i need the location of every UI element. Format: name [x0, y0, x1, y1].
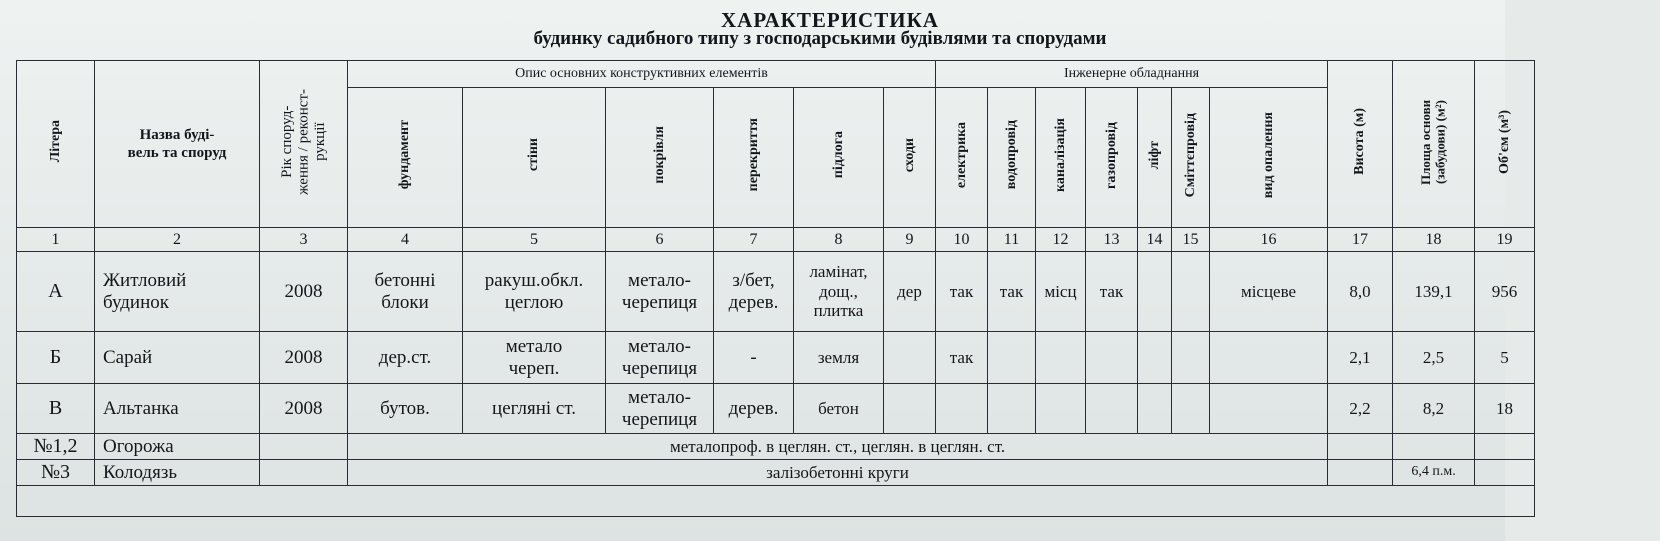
col-number: 11 — [988, 228, 1036, 252]
cell-floor: бетон — [794, 384, 884, 434]
cell-area — [1393, 434, 1475, 460]
header-floors-between: перекриття — [714, 88, 794, 228]
cell-year: 2008 — [260, 332, 348, 384]
table-row — [17, 434, 1535, 460]
cell-walls: цегляні ст. — [463, 384, 606, 434]
cell-heating — [1210, 384, 1328, 434]
header-year: Рік споруд- ження / реконст- рукції — [260, 61, 348, 228]
cell-heating — [1210, 332, 1328, 384]
cell-sewer: місц — [1036, 252, 1086, 332]
cell-height — [1328, 460, 1393, 486]
header-construct-group: Опис основних конструктивних елементів — [348, 61, 936, 88]
table-row — [17, 384, 1535, 434]
cell-water — [988, 332, 1036, 384]
cell-year — [260, 460, 348, 486]
cell-name: Колодязь — [95, 460, 260, 486]
cell-roof: метало- черепиця — [606, 384, 714, 434]
table-row — [17, 332, 1535, 384]
header-engineering-group: Інженерне обладнання — [936, 61, 1328, 88]
cell-heating: місцеве — [1210, 252, 1328, 332]
cell-foundation: бутов. — [348, 384, 463, 434]
cell-litera: №1,2 — [17, 434, 95, 460]
cell-lift — [1138, 384, 1172, 434]
table-row — [17, 252, 1535, 332]
cell-floor: земля — [794, 332, 884, 384]
cell-electric: так — [936, 252, 988, 332]
cell-gas: так — [1086, 252, 1138, 332]
document-subtitle: будинку садибного типу з господарськими будівлями та спорудами — [533, 28, 1107, 49]
cell-water — [988, 384, 1036, 434]
cell-floor: ламінат, дощ., плитка — [794, 252, 884, 332]
col-number: 7 — [714, 228, 794, 252]
cell-floors-between: з/бет, дерев. — [714, 252, 794, 332]
header-volume: Об'єм (м³) — [1475, 61, 1535, 228]
cell-floors-between: дерев. — [714, 384, 794, 434]
cell-electric: так — [936, 332, 988, 384]
cell-garbage — [1172, 384, 1210, 434]
table-row — [17, 460, 1535, 486]
cell-area: 2,5 — [1393, 332, 1475, 384]
header-area: Площа основи (забудови) (м²) — [1393, 61, 1475, 228]
cell-year: 2008 — [260, 384, 348, 434]
header-group-row — [17, 61, 1535, 88]
cell-garbage — [1172, 332, 1210, 384]
characteristics-table — [16, 60, 1535, 517]
cell-description: металопроф. в цеглян. ст., цеглян. в цеглян. ст. — [348, 434, 1328, 460]
document-title: ХАРАКТЕРИСТИКА — [721, 8, 939, 32]
col-number: 12 — [1036, 228, 1086, 252]
cell-sewer — [1036, 332, 1086, 384]
col-number: 19 — [1475, 228, 1535, 252]
cell-area: 8,2 — [1393, 384, 1475, 434]
header-gas: газопровід — [1086, 88, 1138, 228]
empty-row — [17, 486, 1535, 517]
header-garbage: Сміттєпровід — [1172, 88, 1210, 228]
cell-lift — [1138, 332, 1172, 384]
col-number: 4 — [348, 228, 463, 252]
cell-electric — [936, 384, 988, 434]
cell-name: Житловий будинок — [95, 252, 260, 332]
cell-height: 8,0 — [1328, 252, 1393, 332]
cell-stairs: дер — [884, 252, 936, 332]
empty-cell — [17, 486, 1535, 517]
header-lift: ліфт — [1138, 88, 1172, 228]
header-litera: Літера — [17, 61, 95, 228]
col-number: 16 — [1210, 228, 1328, 252]
header-heating: вид опалення — [1210, 88, 1328, 228]
col-number: 17 — [1328, 228, 1393, 252]
col-number: 9 — [884, 228, 936, 252]
cell-year — [260, 434, 348, 460]
col-number: 10 — [936, 228, 988, 252]
cell-foundation: дер.ст. — [348, 332, 463, 384]
cell-volume: 956 — [1475, 252, 1535, 332]
col-number: 2 — [95, 228, 260, 252]
header-height: Висота (м) — [1328, 61, 1393, 228]
cell-description: залізобетонні круги — [348, 460, 1328, 486]
cell-name: Альтанка — [95, 384, 260, 434]
cell-stairs — [884, 332, 936, 384]
cell-area: 139,1 — [1393, 252, 1475, 332]
cell-garbage — [1172, 252, 1210, 332]
cell-roof: метало- черепиця — [606, 332, 714, 384]
header-roof: покрівля — [606, 88, 714, 228]
header-foundation: фундамент — [348, 88, 463, 228]
cell-volume — [1475, 460, 1535, 486]
cell-area: 6,4 п.м. — [1393, 460, 1475, 486]
cell-height: 2,1 — [1328, 332, 1393, 384]
cell-litera: А — [17, 252, 95, 332]
cell-year: 2008 — [260, 252, 348, 332]
cell-gas — [1086, 332, 1138, 384]
col-number: 3 — [260, 228, 348, 252]
col-number: 5 — [463, 228, 606, 252]
cell-height — [1328, 434, 1393, 460]
cell-walls: ракуш.обкл. цеглою — [463, 252, 606, 332]
cell-walls: метало череп. — [463, 332, 606, 384]
cell-roof: метало- черепиця — [606, 252, 714, 332]
col-number: 15 — [1172, 228, 1210, 252]
header-walls: стіни — [463, 88, 606, 228]
header-water: водопровід — [988, 88, 1036, 228]
cell-floors-between: - — [714, 332, 794, 384]
cell-litera: Б — [17, 332, 95, 384]
header-electric: електрика — [936, 88, 988, 228]
cell-lift — [1138, 252, 1172, 332]
col-number: 14 — [1138, 228, 1172, 252]
col-number: 6 — [606, 228, 714, 252]
cell-volume: 18 — [1475, 384, 1535, 434]
column-numbers-row — [17, 228, 1535, 252]
header-name: Назва буді- вель та споруд — [95, 61, 260, 228]
col-number: 13 — [1086, 228, 1138, 252]
cell-volume — [1475, 434, 1535, 460]
cell-litera: В — [17, 384, 95, 434]
header-sewer: каналізація — [1036, 88, 1086, 228]
cell-stairs — [884, 384, 936, 434]
cell-foundation: бетонні блоки — [348, 252, 463, 332]
cell-volume: 5 — [1475, 332, 1535, 384]
cell-water: так — [988, 252, 1036, 332]
cell-name: Сарай — [95, 332, 260, 384]
cell-gas — [1086, 384, 1138, 434]
header-floor: підлога — [794, 88, 884, 228]
col-number: 1 — [17, 228, 95, 252]
cell-litera: №3 — [17, 460, 95, 486]
col-number: 18 — [1393, 228, 1475, 252]
cell-height: 2,2 — [1328, 384, 1393, 434]
cell-sewer — [1036, 384, 1086, 434]
header-stairs: сходи — [884, 88, 936, 228]
col-number: 8 — [794, 228, 884, 252]
cell-name: Огорожа — [95, 434, 260, 460]
